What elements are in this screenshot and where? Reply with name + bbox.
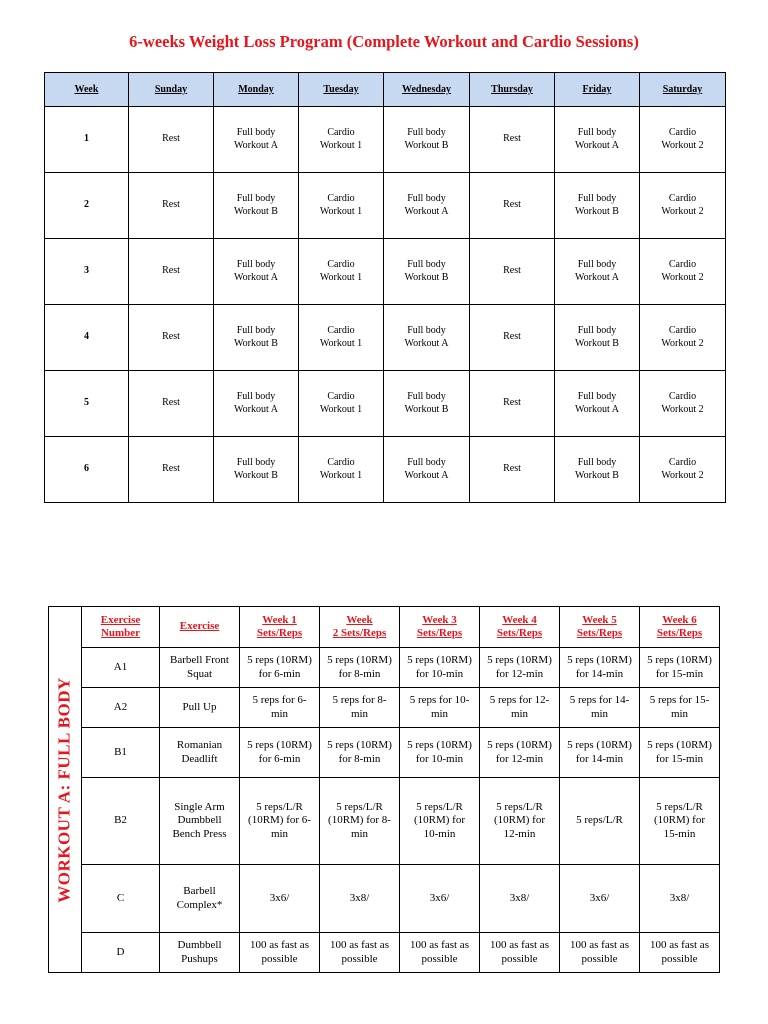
- sets-reps-cell: 3x8/: [480, 865, 560, 933]
- sets-reps-cell: 5 reps (10RM) for 10-min: [400, 728, 480, 778]
- schedule-week-number: 1: [45, 107, 129, 173]
- schedule-cell: Full body Workout A: [384, 305, 470, 371]
- schedule-cell: Full body Workout B: [384, 107, 470, 173]
- header-wednesday: Wednesday: [384, 73, 470, 107]
- schedule-cell: Rest: [129, 305, 214, 371]
- schedule-cell: Full body Workout B: [214, 437, 299, 503]
- sets-reps-cell: 3x6/: [560, 865, 640, 933]
- schedule-cell: Rest: [470, 437, 555, 503]
- schedule-cell: Cardio Workout 2: [640, 437, 726, 503]
- sets-reps-cell: 100 as fast as possible: [400, 933, 480, 973]
- header-thursday: Thursday: [470, 73, 555, 107]
- schedule-cell: Full body Workout B: [555, 437, 640, 503]
- header-exercise: Exercise: [160, 607, 240, 648]
- schedule-cell: Rest: [129, 107, 214, 173]
- sets-reps-cell: 5 reps (10RM) for 8-min: [320, 728, 400, 778]
- schedule-cell: Full body Workout A: [555, 239, 640, 305]
- schedule-cell: Cardio Workout 1: [299, 305, 384, 371]
- sets-reps-cell: 3x6/: [400, 865, 480, 933]
- schedule-cell: Cardio Workout 1: [299, 437, 384, 503]
- workout-row: [49, 865, 720, 933]
- workout-a-table: [48, 606, 720, 973]
- sets-reps-cell: 5 reps for 8- min: [320, 688, 400, 728]
- schedule-cell: Full body Workout A: [214, 107, 299, 173]
- sets-reps-cell: 100 as fast as possible: [560, 933, 640, 973]
- schedule-cell: Cardio Workout 2: [640, 107, 726, 173]
- schedule-cell: Full body Workout A: [214, 371, 299, 437]
- schedule-cell: Full body Workout A: [214, 239, 299, 305]
- schedule-cell: Cardio Workout 1: [299, 239, 384, 305]
- schedule-cell: Rest: [129, 239, 214, 305]
- schedule-cell: Rest: [470, 173, 555, 239]
- exercise-number: B1: [82, 728, 160, 778]
- page-title: 6-weeks Weight Loss Program (Complete Workout and Cardio Sessions): [129, 32, 639, 51]
- exercise-name: Dumbbell Pushups: [160, 933, 240, 973]
- schedule-cell: Full body Workout A: [384, 173, 470, 239]
- header-week-6: Week 6 Sets/Reps: [640, 607, 720, 648]
- sets-reps-cell: 5 reps (10RM) for 12-min: [480, 648, 560, 688]
- header-week-4: Week 4 Sets/Reps: [480, 607, 560, 648]
- schedule-cell: Full body Workout B: [214, 305, 299, 371]
- sets-reps-cell: 100 as fast as possible: [480, 933, 560, 973]
- schedule-row: [45, 437, 726, 503]
- exercise-name: Romanian Deadlift: [160, 728, 240, 778]
- schedule-cell: Cardio Workout 1: [299, 371, 384, 437]
- sets-reps-cell: 5 reps/L/R (10RM) for 8- min: [320, 778, 400, 865]
- schedule-week-number: 4: [45, 305, 129, 371]
- header-sunday: Sunday: [129, 73, 214, 107]
- sets-reps-cell: 5 reps for 10- min: [400, 688, 480, 728]
- sets-reps-cell: 5 reps for 14- min: [560, 688, 640, 728]
- header-monday: Monday: [214, 73, 299, 107]
- workout-row: [49, 688, 720, 728]
- schedule-cell: Full body Workout B: [555, 173, 640, 239]
- exercise-number: B2: [82, 778, 160, 865]
- schedule-cell: Cardio Workout 2: [640, 239, 726, 305]
- schedule-row: [45, 305, 726, 371]
- sets-reps-cell: 5 reps (10RM) for 6-min: [240, 728, 320, 778]
- header-week-5: Week 5 Sets/Reps: [560, 607, 640, 648]
- exercise-number: A2: [82, 688, 160, 728]
- header-tuesday: Tuesday: [299, 73, 384, 107]
- workout-header-row: [49, 607, 720, 648]
- schedule-cell: Full body Workout B: [555, 305, 640, 371]
- exercise-name: Barbell Complex*: [160, 865, 240, 933]
- schedule-cell: Rest: [129, 437, 214, 503]
- sets-reps-cell: 5 reps/L/R: [560, 778, 640, 865]
- sets-reps-cell: 5 reps (10RM) for 14-min: [560, 648, 640, 688]
- schedule-week-number: 6: [45, 437, 129, 503]
- workout-side-label: WORKOUT A: FULL BODY: [54, 676, 73, 903]
- schedule-cell: Full body Workout B: [214, 173, 299, 239]
- sets-reps-cell: 3x8/: [320, 865, 400, 933]
- sets-reps-cell: 3x6/: [240, 865, 320, 933]
- header-friday: Friday: [555, 73, 640, 107]
- schedule-cell: Rest: [470, 107, 555, 173]
- header-week-1: Week 1 Sets/Reps: [240, 607, 320, 648]
- schedule-cell: Full body Workout A: [555, 371, 640, 437]
- schedule-cell: Cardio Workout 2: [640, 371, 726, 437]
- schedule-cell: Full body Workout B: [384, 371, 470, 437]
- schedule-row: [45, 371, 726, 437]
- schedule-cell: Rest: [470, 371, 555, 437]
- header-saturday: Saturday: [640, 73, 726, 107]
- sets-reps-cell: 5 reps/L/R (10RM) for 12-min: [480, 778, 560, 865]
- exercise-number: A1: [82, 648, 160, 688]
- schedule-week-number: 3: [45, 239, 129, 305]
- workout-row: [49, 933, 720, 973]
- sets-reps-cell: 5 reps (10RM) for 15-min: [640, 648, 720, 688]
- sets-reps-cell: 5 reps/L/R (10RM) for 10-min: [400, 778, 480, 865]
- workout-row: [49, 778, 720, 865]
- sets-reps-cell: 5 reps (10RM) for 12-min: [480, 728, 560, 778]
- schedule-week-number: 2: [45, 173, 129, 239]
- exercise-number: D: [82, 933, 160, 973]
- header-exercise-number: Exercise Number: [82, 607, 160, 648]
- schedule-cell: Cardio Workout 1: [299, 107, 384, 173]
- schedule-cell: Cardio Workout 2: [640, 305, 726, 371]
- schedule-cell: Cardio Workout 1: [299, 173, 384, 239]
- workout-row: [49, 728, 720, 778]
- exercise-name: Barbell Front Squat: [160, 648, 240, 688]
- sets-reps-cell: 5 reps (10RM) for 10-min: [400, 648, 480, 688]
- schedule-cell: Rest: [129, 173, 214, 239]
- schedule-week-number: 5: [45, 371, 129, 437]
- sets-reps-cell: 5 reps for 6- min: [240, 688, 320, 728]
- exercise-number: C: [82, 865, 160, 933]
- sets-reps-cell: 5 reps (10RM) for 14-min: [560, 728, 640, 778]
- schedule-cell: Full body Workout B: [384, 239, 470, 305]
- header-week: Week: [45, 73, 129, 107]
- sets-reps-cell: 5 reps (10RM) for 6-min: [240, 648, 320, 688]
- workout-side-label-cell: [49, 607, 79, 973]
- schedule-cell: Rest: [470, 305, 555, 371]
- sets-reps-cell: 5 reps for 12- min: [480, 688, 560, 728]
- sets-reps-cell: 5 reps for 15- min: [640, 688, 720, 728]
- schedule-row: [45, 239, 726, 305]
- sets-reps-cell: 5 reps (10RM) for 8-min: [320, 648, 400, 688]
- sets-reps-cell: 3x8/: [640, 865, 720, 933]
- schedule-cell: Full body Workout A: [555, 107, 640, 173]
- workout-row: [49, 648, 720, 688]
- sets-reps-cell: 5 reps/L/R (10RM) for 6- min: [240, 778, 320, 865]
- header-week-2: Week 2 Sets/Reps: [320, 607, 400, 648]
- sets-reps-cell: 100 as fast as possible: [320, 933, 400, 973]
- exercise-name: Single Arm Dumbbell Bench Press: [160, 778, 240, 865]
- schedule-cell: Rest: [129, 371, 214, 437]
- sets-reps-cell: 100 as fast as possible: [640, 933, 720, 973]
- schedule-cell: Cardio Workout 2: [640, 173, 726, 239]
- schedule-cell: Rest: [470, 239, 555, 305]
- schedule-table: [44, 72, 726, 503]
- sets-reps-cell: 5 reps (10RM) for 15-min: [640, 728, 720, 778]
- header-week-3: Week 3 Sets/Reps: [400, 607, 480, 648]
- schedule-row: [45, 107, 726, 173]
- sets-reps-cell: 100 as fast as possible: [240, 933, 320, 973]
- exercise-name: Pull Up: [160, 688, 240, 728]
- schedule-cell: Full body Workout A: [384, 437, 470, 503]
- schedule-header-row: [45, 73, 726, 107]
- sets-reps-cell: 5 reps/L/R (10RM) for 15-min: [640, 778, 720, 865]
- schedule-row: [45, 173, 726, 239]
